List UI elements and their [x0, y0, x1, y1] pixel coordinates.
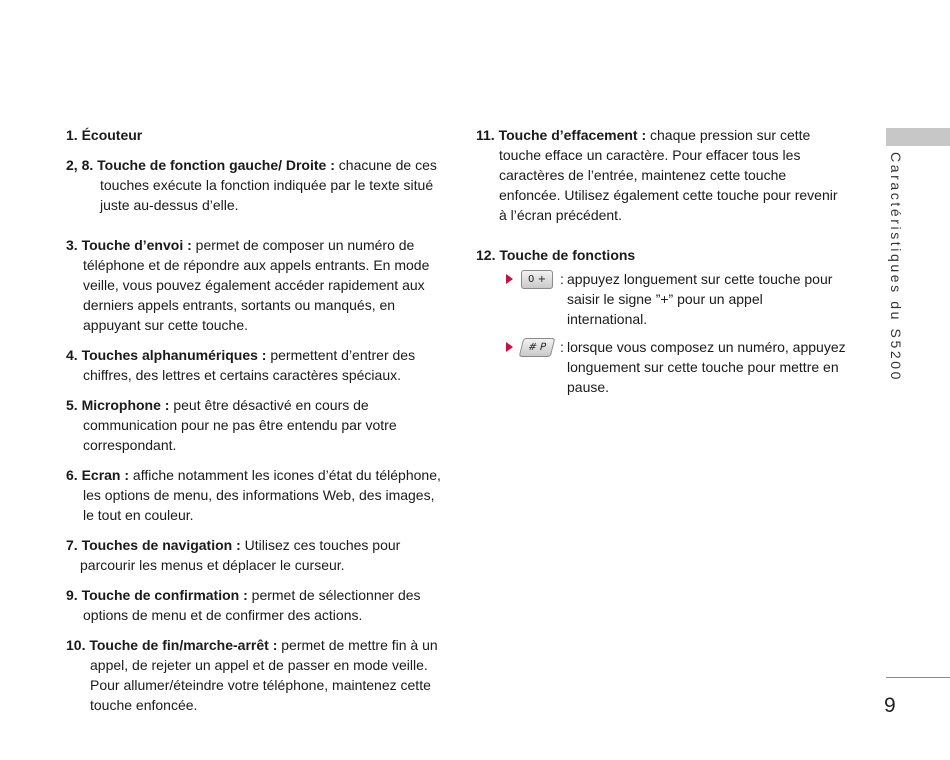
item-3-text: permet de composer un numéro de téléphone et de répondre aux appels entrants. En mode veille, vous pouvez également accéder rapidement aux derniers appels entrants, sortants ou manqués, en appuyant sur cette touche.: [83, 237, 430, 333]
item-1-label: 1. Écouteur: [66, 127, 143, 143]
item-1: [66, 125, 441, 145]
item-6: [66, 465, 441, 525]
item-7: [66, 535, 441, 575]
key-colon: :: [560, 339, 564, 355]
item-11: [476, 125, 846, 225]
item-12: [476, 245, 846, 265]
item-10: [66, 635, 441, 715]
page-number: 9: [884, 694, 896, 717]
item-2-8-text: chacune de ces touches exécute la fonction indiquée par le texte situé juste au-dessus d’elle.: [100, 157, 437, 213]
hash-key-icon: # P: [519, 338, 556, 357]
item-3-label: 3. Touche d’envoi :: [66, 237, 192, 253]
item-4-text: permettent d’entrer des chiffres, des lettres et certains caractères spéciaux.: [83, 347, 416, 383]
item-6-text: affiche notamment les icones d’état du téléphone, les options de menu, des informations Web, des images, le tout en couleur.: [83, 467, 441, 523]
section-tab: [886, 128, 950, 146]
item-9: [66, 585, 441, 625]
item-11-text: chaque pression sur cette touche efface un caractère. Pour effacer tous les caractères de l’entrée, maintenez cette touche enfoncée. Utilisez également cette touche pour revenir à l’écran précédent.: [499, 127, 838, 223]
item-9-label: 9. Touche de confirmation :: [66, 587, 248, 603]
item-7-label: 7. Touches de navigation :: [66, 537, 241, 553]
key-row-zero: [476, 269, 846, 329]
right-column: [476, 125, 846, 405]
bullet-arrow-icon: [506, 274, 513, 284]
item-5: [66, 395, 441, 455]
item-11-label: 11. Touche d’effacement :: [476, 127, 647, 143]
item-2-8-label: 2, 8. Touche de fonction gauche/ Droite :: [66, 157, 335, 173]
left-column: [66, 125, 441, 725]
key-row-zero-text: appuyez longuement sur cette touche pour saisir le signe ”+” pour un appel international.: [567, 271, 833, 327]
item-7-text: Utilisez ces touches pour parcourir les menus et déplacer le curseur.: [80, 537, 401, 573]
item-6-label: 6. Ecran :: [66, 467, 130, 483]
item-3: [66, 235, 441, 335]
item-2-8: [66, 155, 441, 215]
key-row-hash: [476, 337, 846, 397]
item-12-label: 12. Touche de fonctions: [476, 247, 636, 263]
key-row-hash-text: lorsque vous composez un numéro, appuyez longuement sur cette touche pour mettre en pause.: [567, 339, 846, 395]
key-colon: :: [560, 271, 564, 287]
zero-key-icon: 0 +: [521, 270, 553, 289]
item-5-label: 5. Microphone :: [66, 397, 170, 413]
item-9-text: permet de sélectionner des options de menu et de confirmer des actions.: [83, 587, 421, 623]
side-title: Caractéristiques du S5200: [888, 152, 904, 382]
item-5-text: peut être désactivé en cours de communication pour ne pas être entendu par votre correspondant.: [83, 397, 397, 453]
footer-rule: [886, 677, 950, 678]
item-10-text: permet de mettre fin à un appel, de rejeter un appel et de passer en mode veille. Pour allumer/éteindre votre téléphone, maintenez cette touche enfoncée.: [90, 637, 438, 713]
item-10-label: 10. Touche de fin/marche-arrêt :: [66, 637, 278, 653]
item-4: [66, 345, 441, 385]
item-4-label: 4. Touches alphanumériques :: [66, 347, 267, 363]
bullet-arrow-icon: [506, 342, 513, 352]
